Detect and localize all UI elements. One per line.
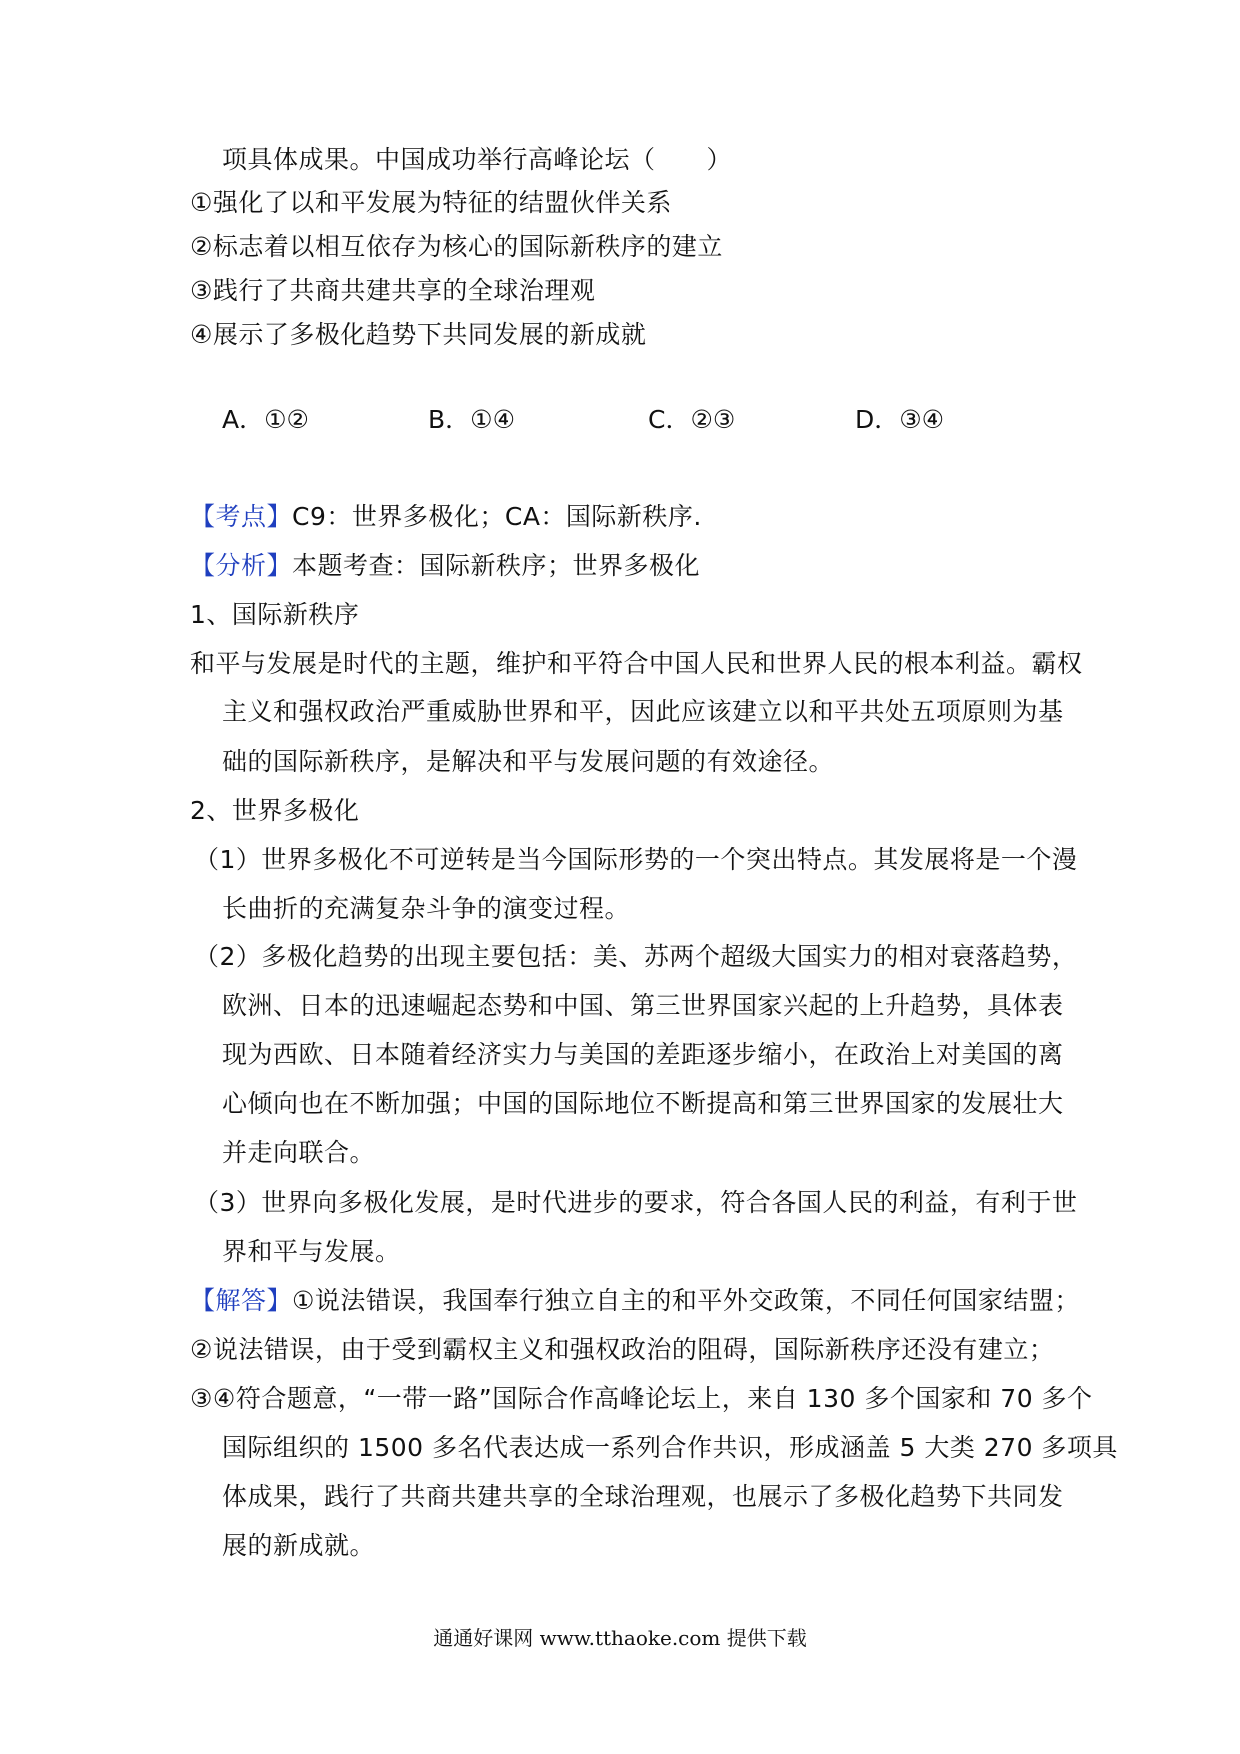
jieda-line-5: 体成果，践行了共商共建共享的全球治理观，也展示了多极化趋势下共同发: [222, 1482, 1064, 1511]
section1-line-3: 础的国际新秩序，是解决和平与发展问题的有效途径。: [222, 747, 835, 776]
question-item-1: ①强化了以和平发展为特征的结盟伙伴关系: [190, 188, 672, 217]
point2-line-4: 心倾向也在不断加强；中国的国际地位不断提高和第三世界国家的发展壮大: [222, 1089, 1064, 1118]
kaodian-text: C9：世界多极化；CA：国际新秩序.: [292, 502, 702, 531]
jieda-first-line: ①说法错误，我国奉行独立自主的和平外交政策，不同任何国家结盟；: [292, 1286, 1080, 1315]
option-c-value: ②③: [690, 405, 736, 434]
kaodian-line: [190, 502, 1070, 532]
point2-line-2: 欧洲、日本的迅速崛起态势和中国、第三世界国家兴起的上升趋势，具体表: [222, 991, 1064, 1020]
page-footer: 通通好课网 www.tthaoke.com 提供下载: [433, 1626, 807, 1650]
jieda-tag: 【解答】: [190, 1286, 293, 1315]
question-item-4: ④展示了多极化趋势下共同发展的新成就: [190, 320, 647, 349]
question-item-3: ③践行了共商共建共享的全球治理观: [190, 276, 596, 305]
jieda-line-6: 展的新成就。: [222, 1531, 376, 1560]
option-d-value: ③④: [899, 405, 945, 434]
question-stem-tail: 项具体成果。中国成功举行高峰论坛（ ）: [222, 145, 733, 174]
option-b-value: ①④: [470, 405, 515, 434]
point2-line-5: 并走向联合。: [222, 1138, 376, 1167]
fenxi-line: [190, 551, 1070, 581]
option-b-label: B．: [428, 405, 471, 434]
option-d: [855, 405, 944, 435]
question-item-2: ②标志着以相互依存为核心的国际新秩序的建立: [190, 232, 723, 261]
option-a-value: ①②: [264, 405, 309, 434]
fenxi-tag: 【分析】: [190, 551, 293, 580]
section1-title: 1、国际新秩序: [190, 600, 360, 629]
point1-line-2: 长曲折的充满复杂斗争的演变过程。: [222, 894, 631, 923]
option-c-label: C．: [648, 405, 691, 434]
point3-line-2: 界和平与发展。: [222, 1237, 401, 1266]
section1-line-1: 和平与发展是时代的主题，维护和平符合中国人民和世界人民的根本利益。霸权: [190, 649, 1083, 678]
point1-line-1: （1）世界多极化不可逆转是当今国际形势的一个突出特点。其发展将是一个漫: [194, 845, 1078, 874]
option-c: [648, 405, 735, 435]
kaodian-tag: 【考点】: [190, 502, 293, 531]
section1-line-2: 主义和强权政治严重威胁世界和平，因此应该建立以和平共处五项原则为基: [222, 697, 1064, 726]
option-a: [222, 405, 309, 435]
point3-line-1: （3）世界向多极化发展，是时代进步的要求，符合各国人民的利益，有利于世: [194, 1188, 1078, 1217]
jieda-line-4: 国际组织的 1500 多名代表达成一系列合作共识，形成涵盖 5 大类 270 多项具: [222, 1433, 1118, 1462]
section2-title: 2、世界多极化: [190, 796, 360, 825]
fenxi-text: 本题考查：国际新秩序；世界多极化: [292, 551, 701, 580]
jieda-line: [190, 1286, 1080, 1316]
point2-line-3: 现为西欧、日本随着经济实力与美国的差距逐步缩小，在政治上对美国的离: [222, 1040, 1064, 1069]
jieda-line-3: ③④符合题意，“一带一路”国际合作高峰论坛上，来自 130 多个国家和 70 多个: [190, 1384, 1093, 1413]
point2-line-1: （2）多极化趋势的出现主要包括：美、苏两个超级大国实力的相对衰落趋势，: [194, 942, 1078, 971]
option-a-label: A．: [222, 405, 265, 434]
jieda-line-2: ②说法错误，由于受到霸权主义和强权政治的阻碍，国际新秩序还没有建立；: [190, 1335, 1055, 1364]
option-d-label: D．: [855, 405, 900, 434]
option-b: [428, 405, 515, 435]
